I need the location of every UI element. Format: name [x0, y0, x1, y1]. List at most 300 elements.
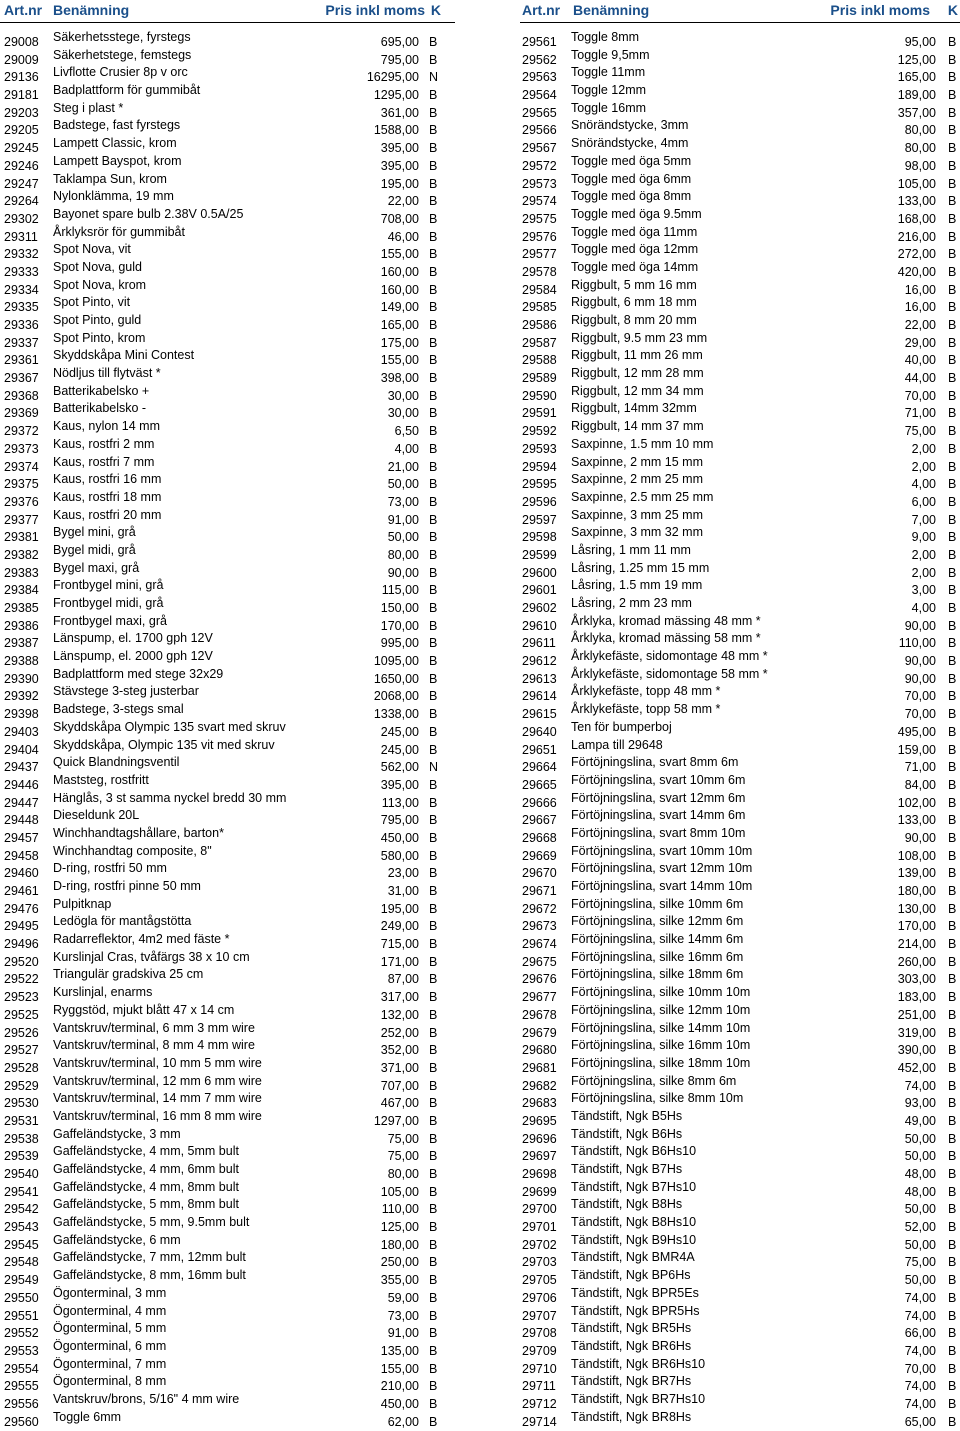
cell-name: Förtöjningslina, svart 8mm 10m	[571, 825, 746, 840]
cell-art-nr: 29602	[522, 601, 557, 615]
cell-name: Tändstift, Ngk B6Hs10	[571, 1144, 697, 1159]
cell-name: Bygel mini, grå	[53, 525, 136, 540]
cell-art-nr: 29560	[4, 1414, 39, 1429]
cell-art-nr: 29311	[4, 229, 38, 244]
cell-name: Förtöjningslina, svart 12mm 10m	[571, 861, 753, 876]
cell-price: 105,00	[897, 176, 936, 191]
cell-name: Vantskruv/brons, 5/16" 4 mm wire	[53, 1391, 240, 1406]
cell-art-nr: 29588	[522, 353, 557, 368]
cell-k: B	[429, 176, 438, 191]
cell-art-nr: 29593	[522, 441, 557, 456]
cell-price: 65,00	[904, 1414, 936, 1429]
cell-art-nr: 29457	[4, 830, 39, 845]
cell-name: Saxpinne, 3 mm 25 mm	[571, 507, 703, 522]
cell-k: B	[429, 1237, 438, 1252]
cell-k: N	[429, 70, 439, 85]
cell-name: Gaffeländstycke, 6 mm	[53, 1232, 181, 1247]
cell-art-nr: 29665	[522, 777, 557, 792]
cell-k: B	[948, 88, 957, 103]
cell-price: 74,00	[904, 1290, 936, 1305]
cell-name: Tändstift, Ngk BR6Hs10	[571, 1356, 706, 1371]
cell-price: 395,00	[380, 141, 419, 156]
cell-k: B	[948, 1343, 957, 1358]
cell-name: Vantskruv/terminal, 16 mm 8 mm wire	[53, 1108, 262, 1123]
cell-art-nr: 29700	[522, 1202, 557, 1217]
cell-k: B	[429, 194, 438, 209]
cell-price: 48,00	[904, 1184, 936, 1199]
cell-k: B	[948, 1379, 957, 1394]
cell-price: 74,00	[904, 1379, 936, 1394]
cell-price: 70,00	[904, 689, 936, 704]
cell-art-nr: 29566	[522, 123, 557, 138]
cell-name: Toggle med öga 12mm	[571, 242, 699, 257]
cell-k: B	[429, 565, 438, 580]
cell-k: B	[429, 1273, 438, 1288]
cell-art-nr: 29651	[522, 742, 557, 757]
cell-price: 90,00	[387, 565, 419, 580]
cell-k: B	[429, 972, 438, 987]
cell-name: Låsring, 1.5 mm 19 mm	[571, 578, 703, 593]
cell-name: Steg i plast *	[53, 100, 124, 115]
cell-name: Gaffeländstycke, 5 mm, 8mm bult	[53, 1197, 239, 1212]
cell-k: B	[429, 919, 438, 934]
cell-name: Badplattform för gummibåt	[53, 83, 201, 98]
cell-price: 130,00	[897, 901, 936, 916]
cell-art-nr: 29549	[4, 1273, 39, 1288]
cell-name: Länspump, el. 2000 gph 12V	[53, 649, 213, 664]
cell-k: B	[948, 707, 957, 722]
header-name: Benämning	[573, 2, 650, 18]
cell-k: B	[429, 1220, 438, 1235]
cell-price: 50,00	[904, 1131, 936, 1146]
cell-name: Tändstift, Ngk BR7Hs10	[571, 1391, 706, 1406]
cell-name: Förtöjningslina, silke 14mm 10m	[571, 1020, 751, 1035]
cell-k: B	[429, 406, 438, 421]
cell-price: 155,00	[380, 247, 419, 262]
cell-name: Ten för bumperboj	[571, 719, 672, 734]
cell-name: Toggle med öga 14mm	[571, 259, 699, 274]
cell-art-nr: 29009	[4, 52, 39, 67]
cell-k: B	[429, 830, 438, 845]
cell-art-nr: 29388	[4, 654, 39, 669]
cell-art-nr: 29601	[522, 583, 557, 598]
cell-price: 3,00	[911, 583, 936, 598]
cell-k: B	[948, 1202, 957, 1217]
cell-k: B	[429, 424, 438, 439]
cell-price: 95,00	[904, 35, 936, 49]
cell-k: B	[948, 618, 957, 633]
cell-k: B	[948, 830, 957, 845]
cell-name: Årklykefäste, sidomontage 58 mm *	[571, 666, 768, 681]
cell-k: B	[948, 866, 957, 881]
cell-k: B	[429, 1290, 438, 1305]
cell-name: Tändstift, Ngk BMR4A	[571, 1250, 695, 1265]
cell-price: 371,00	[380, 1060, 419, 1075]
cell-k: B	[948, 459, 957, 474]
cell-k: B	[429, 353, 438, 368]
cell-price: 562,00	[380, 760, 419, 775]
cell-art-nr: 29458	[4, 848, 39, 863]
cell-name: Kaus, rostfri 20 mm	[53, 507, 162, 522]
cell-k: B	[948, 141, 957, 156]
cell-price: 133,00	[897, 813, 936, 828]
cell-name: Saxpinne, 3 mm 32 mm	[571, 525, 703, 540]
cell-k: B	[948, 636, 957, 651]
cell-price: 361,00	[380, 105, 419, 120]
cell-art-nr: 29705	[522, 1273, 557, 1288]
cell-name: Riggbult, 6 mm 18 mm	[571, 295, 697, 310]
cell-k: B	[948, 1414, 957, 1429]
cell-price: 168,00	[897, 211, 936, 226]
cell-art-nr: 29708	[522, 1326, 557, 1341]
cell-name: Bygel midi, grå	[53, 542, 136, 557]
cell-name: Tändstift, Ngk B7Hs	[571, 1162, 683, 1176]
cell-name: Ögonterminal, 7 mm	[53, 1356, 167, 1371]
cell-art-nr: 29545	[4, 1237, 39, 1252]
cell-name: Riggbult, 14mm 32mm	[571, 401, 697, 416]
cell-k: B	[429, 247, 438, 262]
cell-price: 707,00	[380, 1078, 419, 1093]
cell-k: B	[429, 724, 438, 739]
cell-art-nr: 29672	[522, 901, 557, 916]
cell-k: B	[948, 1167, 957, 1181]
cell-k: B	[429, 300, 438, 315]
cell-art-nr: 29578	[522, 264, 557, 279]
cell-k: B	[429, 1131, 438, 1146]
cell-k: B	[948, 1131, 957, 1146]
cell-k: B	[948, 318, 957, 332]
cell-name: Förtöjningslina, silke 12mm 6m	[571, 914, 744, 929]
cell-price: 395,00	[380, 777, 419, 792]
cell-k: B	[948, 264, 957, 279]
cell-k: B	[948, 795, 957, 810]
cell-k: B	[429, 990, 438, 1005]
cell-name: Årklykefäste, topp 58 mm *	[571, 702, 721, 717]
cell-price: 175,00	[380, 335, 419, 350]
cell-price: 50,00	[904, 1149, 936, 1164]
cell-art-nr: 29594	[522, 459, 557, 474]
cell-k: B	[948, 919, 957, 934]
cell-name: Förtöjningslina, svart 14mm 6m	[571, 808, 746, 823]
cell-k: B	[429, 866, 438, 881]
header-price: Pris inkl moms	[830, 2, 930, 18]
cell-k: B	[429, 123, 438, 138]
cell-art-nr: 29682	[522, 1078, 557, 1093]
cell-art-nr: 29335	[4, 300, 39, 315]
cell-k: B	[948, 972, 957, 987]
cell-price: 452,00	[897, 1060, 936, 1075]
header-k: K	[430, 2, 441, 18]
cell-name: Förtöjningslina, svart 14mm 10m	[571, 879, 753, 893]
cell-art-nr: 29554	[4, 1361, 39, 1376]
cell-price: 16295,00	[366, 70, 419, 85]
cell-name: Batterikabelsko -	[53, 401, 147, 416]
cell-art-nr: 29373	[4, 441, 39, 456]
cell-k: B	[429, 88, 438, 103]
cell-k: B	[948, 1255, 957, 1270]
cell-name: D-ring, rostfri pinne 50 mm	[53, 879, 201, 893]
cell-k: B	[429, 477, 438, 492]
cell-k: B	[429, 848, 438, 863]
cell-k: B	[948, 1060, 957, 1075]
cell-k: B	[948, 335, 957, 350]
cell-art-nr: 29597	[522, 512, 557, 527]
cell-art-nr: 29703	[522, 1255, 557, 1270]
cell-art-nr: 29245	[4, 141, 39, 156]
cell-price: 80,00	[904, 123, 936, 138]
cell-k: B	[948, 406, 957, 421]
cell-k: B	[429, 35, 438, 49]
cell-art-nr: 29337	[4, 335, 39, 350]
cell-price: 245,00	[380, 742, 419, 757]
cell-k: B	[948, 1290, 957, 1305]
cell-k: B	[429, 547, 438, 562]
cell-k: B	[429, 671, 438, 686]
cell-price: 49,00	[904, 1113, 936, 1128]
cell-name: Kaus, nylon 14 mm	[53, 419, 160, 434]
cell-name: Låsring, 1.25 mm 15 mm	[571, 560, 710, 575]
cell-price: 319,00	[897, 1025, 936, 1040]
cell-k: B	[948, 1149, 957, 1164]
cell-price: 715,00	[380, 937, 419, 952]
cell-k: B	[948, 547, 957, 562]
cell-k: B	[948, 689, 957, 704]
cell-k: B	[948, 813, 957, 828]
cell-price: 9,00	[911, 530, 936, 545]
cell-name: Batterikabelsko +	[53, 383, 150, 398]
cell-art-nr: 29542	[4, 1202, 39, 1217]
cell-k: B	[429, 689, 438, 704]
cell-price: 125,00	[897, 52, 936, 67]
cell-name: Förtöjningslina, silke 16mm 10m	[571, 1038, 751, 1053]
cell-price: 708,00	[380, 211, 419, 226]
cell-k: B	[948, 601, 957, 615]
cell-price: 183,00	[897, 990, 936, 1005]
cell-k: B	[429, 1167, 438, 1181]
cell-price: 7,00	[911, 512, 936, 527]
cell-art-nr: 29613	[522, 671, 557, 686]
cell-price: 1295,00	[373, 88, 419, 103]
cell-art-nr: 29673	[522, 919, 557, 934]
cell-k: B	[429, 158, 438, 173]
cell-k: B	[948, 1025, 957, 1040]
cell-art-nr: 29706	[522, 1290, 557, 1305]
cell-k: B	[948, 724, 957, 739]
cell-k: B	[429, 901, 438, 916]
cell-name: Toggle 6mm	[53, 1409, 122, 1424]
cell-art-nr: 29543	[4, 1220, 39, 1235]
cell-price: 133,00	[897, 194, 936, 209]
cell-k: B	[948, 565, 957, 580]
cell-k: B	[948, 441, 957, 456]
cell-art-nr: 29372	[4, 424, 39, 439]
cell-name: Toggle med öga 9.5mm	[571, 206, 702, 221]
cell-name: Gaffeländstycke, 4 mm, 5mm bult	[53, 1144, 239, 1159]
cell-price: 495,00	[897, 724, 936, 739]
cell-price: 245,00	[380, 724, 419, 739]
cell-name: Skyddskåpa Mini Contest	[53, 348, 195, 363]
cell-name: Quick Blandningsventil	[53, 755, 180, 770]
cell-k: B	[429, 388, 438, 403]
cell-price: 40,00	[904, 353, 936, 368]
cell-price: 71,00	[904, 760, 936, 775]
cell-k: B	[948, 70, 957, 85]
cell-k: B	[429, 1096, 438, 1111]
cell-art-nr: 29677	[522, 990, 557, 1005]
cell-price: 50,00	[387, 477, 419, 492]
cell-price: 31,00	[387, 884, 419, 898]
cell-art-nr: 29615	[522, 707, 557, 722]
cell-name: Saxpinne, 2.5 mm 25 mm	[571, 489, 714, 504]
cell-name: Spot Nova, guld	[53, 259, 142, 274]
cell-price: 6,50	[394, 424, 419, 439]
cell-art-nr: 29669	[522, 848, 557, 863]
cell-name: Kaus, rostfri 18 mm	[53, 489, 162, 504]
cell-name: Saxpinne, 1.5 mm 10 mm	[571, 436, 714, 451]
cell-price: 16,00	[904, 282, 936, 297]
cell-k: B	[948, 512, 957, 527]
cell-price: 159,00	[897, 742, 936, 757]
cell-art-nr: 29551	[4, 1308, 39, 1323]
cell-k: B	[948, 424, 957, 439]
cell-art-nr: 29548	[4, 1255, 39, 1270]
cell-art-nr: 29667	[522, 813, 557, 828]
cell-name: Länspump, el. 1700 gph 12V	[53, 631, 213, 646]
cell-name: Vantskruv/terminal, 8 mm 4 mm wire	[53, 1038, 255, 1053]
cell-art-nr: 29377	[4, 512, 39, 527]
cell-name: Kaus, rostfri 2 mm	[53, 436, 155, 451]
cell-art-nr: 29561	[522, 35, 557, 49]
cell-price: 74,00	[904, 1308, 936, 1323]
cell-price: 1338,00	[373, 707, 419, 722]
cell-k: B	[948, 194, 957, 209]
cell-name: Maststeg, rostfritt	[53, 772, 149, 787]
cell-name: Tändstift, Ngk BPR5Es	[571, 1285, 699, 1300]
cell-art-nr: 29577	[522, 247, 557, 262]
cell-price: 50,00	[904, 1273, 936, 1288]
cell-price: 30,00	[387, 406, 419, 421]
cell-price: 189,00	[897, 88, 936, 103]
cell-price: 195,00	[380, 176, 419, 191]
cell-name: Förtöjningslina, silke 10mm 6m	[571, 896, 744, 911]
cell-k: B	[429, 1043, 438, 1058]
cell-art-nr: 29711	[522, 1379, 556, 1394]
cell-k: B	[429, 583, 438, 598]
cell-art-nr: 29526	[4, 1025, 39, 1040]
cell-price: 75,00	[387, 1149, 419, 1164]
cell-art-nr: 29496	[4, 937, 39, 952]
cell-price: 75,00	[387, 1131, 419, 1146]
cell-k: B	[429, 1308, 438, 1323]
cell-price: 75,00	[904, 424, 936, 439]
cell-k: B	[429, 1078, 438, 1093]
cell-name: Spot Nova, krom	[53, 277, 147, 292]
cell-art-nr: 29375	[4, 477, 39, 492]
cell-art-nr: 29384	[4, 583, 39, 598]
cell-price: 46,00	[387, 229, 419, 244]
cell-price: 171,00	[380, 954, 419, 969]
cell-art-nr: 29698	[522, 1167, 557, 1181]
cell-name: Snörändstycke, 3mm	[571, 118, 689, 133]
cell-name: Toggle med öga 11mm	[571, 224, 698, 239]
cell-price: 70,00	[904, 388, 936, 403]
cell-art-nr: 29264	[4, 194, 39, 209]
table-body	[0, 32, 455, 1429]
cell-k: B	[429, 813, 438, 828]
cell-name: Winchhandtagshållare, barton*	[53, 825, 224, 840]
cell-price: 91,00	[387, 1326, 419, 1341]
cell-k: B	[948, 105, 957, 120]
header-art-nr: Art.nr	[522, 2, 561, 18]
cell-name: Tändstift, Ngk BR7Hs	[571, 1374, 692, 1389]
cell-k: B	[429, 494, 438, 509]
cell-k: B	[429, 1396, 438, 1411]
cell-art-nr: 29538	[4, 1131, 39, 1146]
cell-price: 695,00	[380, 35, 419, 49]
cell-price: 50,00	[387, 530, 419, 545]
cell-price: 80,00	[904, 141, 936, 156]
cell-name: Förtöjningslina, silke 18mm 10m	[571, 1055, 751, 1070]
cell-name: Badplattform med stege 32x29	[53, 666, 224, 681]
cell-k: B	[948, 954, 957, 969]
cell-art-nr: 29368	[4, 388, 39, 403]
cell-name: Taklampa Sun, krom	[53, 171, 167, 186]
cell-k: B	[429, 1326, 438, 1341]
cell-price: 1588,00	[373, 123, 419, 138]
cell-price: 165,00	[897, 70, 936, 85]
cell-name: Gaffeländstycke, 4 mm, 6mm bult	[53, 1162, 239, 1176]
cell-art-nr: 29181	[4, 88, 39, 103]
cell-k: B	[948, 583, 957, 598]
cell-art-nr: 29668	[522, 830, 557, 845]
cell-art-nr: 29600	[522, 565, 557, 580]
cell-k: B	[429, 1202, 438, 1217]
cell-k: B	[429, 52, 438, 67]
cell-art-nr: 29540	[4, 1167, 39, 1181]
cell-name: Nödljus till flytväst *	[53, 366, 161, 381]
cell-art-nr: 29332	[4, 247, 39, 262]
cell-k: B	[948, 777, 957, 792]
cell-name: Kaus, rostfri 7 mm	[53, 454, 155, 469]
cell-price: 59,00	[387, 1290, 419, 1305]
cell-art-nr: 29696	[522, 1131, 557, 1146]
cell-name: Riggbult, 5 mm 16 mm	[571, 277, 697, 292]
cell-art-nr: 29541	[4, 1184, 39, 1199]
cell-art-nr: 29598	[522, 530, 557, 545]
cell-price: 102,00	[897, 795, 936, 810]
cell-price: 395,00	[380, 158, 419, 173]
cell-name: Gaffeländstycke, 4 mm, 8mm bult	[53, 1179, 239, 1194]
cell-price: 90,00	[904, 671, 936, 686]
cell-k: B	[429, 441, 438, 456]
cell-art-nr: 29666	[522, 795, 557, 810]
cell-k: B	[429, 618, 438, 633]
cell-art-nr: 29530	[4, 1096, 39, 1111]
cell-price: 74,00	[904, 1343, 936, 1358]
cell-k: B	[429, 512, 438, 527]
cell-name: Toggle 12mm	[571, 83, 647, 98]
cell-k: B	[948, 52, 957, 67]
cell-name: Riggbult, 12 mm 28 mm	[571, 366, 704, 381]
cell-price: 30,00	[387, 388, 419, 403]
cell-art-nr: 29386	[4, 618, 39, 633]
cell-k: B	[429, 795, 438, 810]
cell-name: Kaus, rostfri 16 mm	[53, 472, 162, 487]
cell-name: Ryggstöd, mjukt blått 47 x 14 cm	[53, 1002, 235, 1017]
cell-art-nr: 29398	[4, 707, 39, 722]
cell-art-nr: 29461	[4, 884, 39, 898]
cell-name: Förtöjningslina, svart 10mm 10m	[571, 843, 753, 858]
